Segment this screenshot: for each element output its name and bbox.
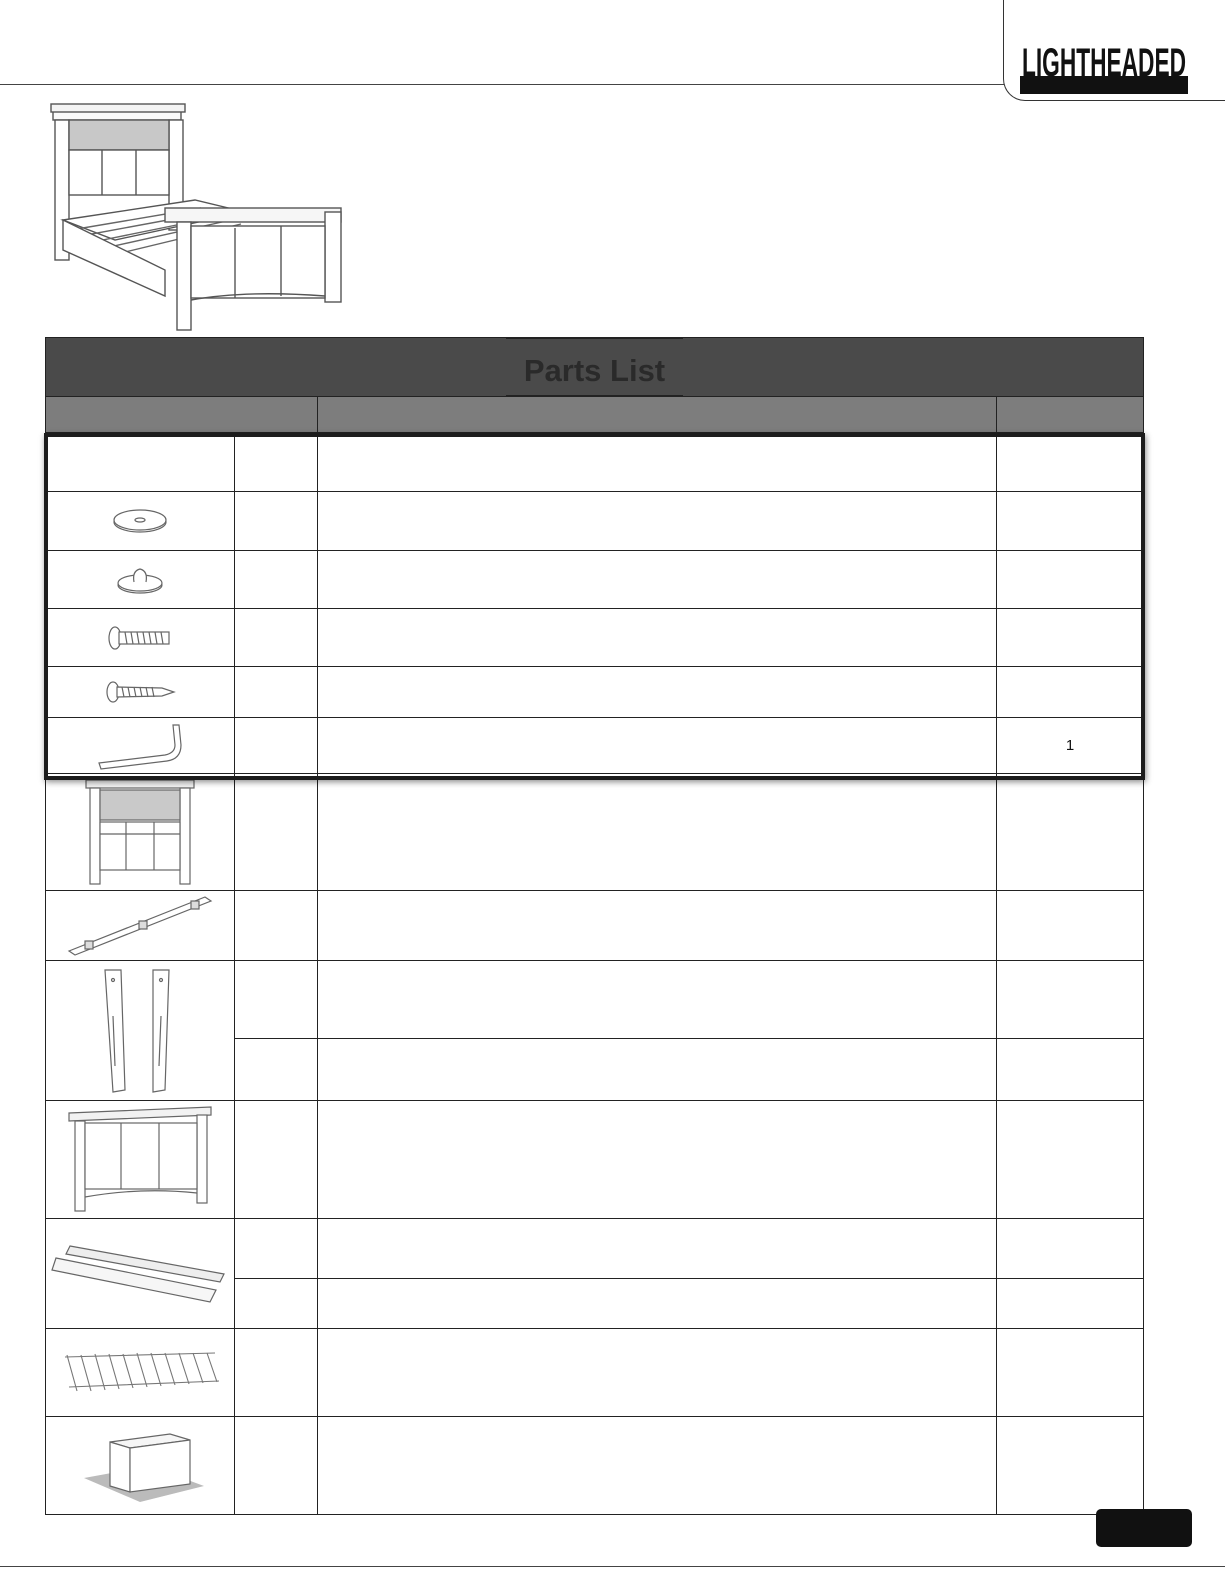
part-code-cell [235, 1329, 318, 1417]
part-code-cell [235, 551, 318, 609]
part-image-cell [46, 492, 235, 551]
part-image-cell [46, 433, 235, 492]
parts-list-title: Parts List [506, 338, 683, 396]
header-divider [0, 84, 1010, 85]
part-code-cell [235, 667, 318, 718]
part-code-cell [235, 1219, 318, 1279]
wood-screw-icon [104, 679, 176, 705]
lightheaded-logo [1018, 28, 1190, 96]
part-description-cell [317, 1417, 996, 1515]
part-code-cell [235, 961, 318, 1039]
headboard-post-icon [95, 966, 185, 1096]
page-number-badge [1096, 1509, 1192, 1547]
part-qty-cell [997, 1219, 1144, 1279]
table-row [46, 551, 1144, 609]
svg-text:LIGHTHEADED: LIGHTHEADED [1022, 41, 1186, 85]
drawer-box-icon [70, 1426, 210, 1506]
washer-icon [110, 506, 170, 536]
part-qty-cell [997, 667, 1144, 718]
part-description-cell [317, 718, 996, 774]
part-code-cell [235, 433, 318, 492]
part-description-cell [317, 891, 996, 961]
part-image-cell [46, 1219, 235, 1329]
table-row [46, 1219, 1144, 1279]
part-code-cell [235, 492, 318, 551]
part-code-cell [235, 1279, 318, 1329]
part-image-cell [46, 609, 235, 667]
lock-washer-icon [114, 563, 166, 597]
table-row [46, 774, 1144, 891]
part-qty-cell: 1 [997, 718, 1144, 774]
part-image-cell [46, 1417, 235, 1515]
part-description-cell [317, 1101, 996, 1219]
part-qty-cell [997, 492, 1144, 551]
parts-list-title-bar [46, 338, 1144, 397]
part-qty-cell [997, 961, 1144, 1039]
footer-divider [0, 1566, 1225, 1567]
part-image-cell [46, 1101, 235, 1219]
table-row [46, 891, 1144, 961]
part-code-cell [235, 1101, 318, 1219]
part-qty-cell [997, 774, 1144, 891]
part-description-cell [317, 667, 996, 718]
table-row [46, 1417, 1144, 1515]
footboard-icon [65, 1105, 215, 1215]
slat-roll-icon [55, 1341, 225, 1405]
part-description-cell [317, 433, 996, 492]
bolt-icon [105, 624, 175, 652]
part-code-cell [235, 774, 318, 891]
part-description-cell [317, 1279, 996, 1329]
table-row [46, 609, 1144, 667]
part-qty-cell [997, 1101, 1144, 1219]
part-description-cell [317, 492, 996, 551]
part-code-cell [235, 1417, 318, 1515]
table-row [46, 961, 1144, 1039]
part-code-cell [235, 891, 318, 961]
part-code-cell [235, 609, 318, 667]
part-description-cell [317, 609, 996, 667]
part-image-cell [46, 891, 235, 961]
part-code-cell [235, 1039, 318, 1101]
part-code-cell [235, 718, 318, 774]
part-image-cell [46, 1329, 235, 1417]
header-cell-quantity [997, 397, 1144, 433]
part-qty-cell [997, 551, 1144, 609]
table-row [46, 667, 1144, 718]
table-row [46, 433, 1144, 492]
part-qty-cell [997, 1039, 1144, 1101]
part-description-cell [317, 1329, 996, 1417]
headboard-panel-icon [84, 778, 196, 886]
part-image-cell [46, 551, 235, 609]
part-image-cell [46, 961, 235, 1101]
rail-pair-icon [50, 1234, 230, 1314]
part-description-cell [317, 961, 996, 1039]
part-qty-cell [997, 609, 1144, 667]
part-description-cell [317, 1219, 996, 1279]
header-cell-description [317, 397, 996, 433]
side-rail-icon [65, 893, 215, 959]
table-row [46, 1101, 1144, 1219]
part-qty-cell [997, 433, 1144, 492]
part-image-cell [46, 667, 235, 718]
part-qty-cell [997, 1279, 1144, 1329]
part-qty-cell [997, 1329, 1144, 1417]
part-description-cell [317, 774, 996, 891]
table-row [46, 1329, 1144, 1417]
table-row [46, 492, 1144, 551]
allen-key-icon [95, 721, 185, 771]
part-image-cell [46, 718, 235, 774]
part-image-cell [46, 774, 235, 891]
part-qty-cell [997, 1417, 1144, 1515]
part-description-cell [317, 551, 996, 609]
part-qty-cell [997, 891, 1144, 961]
parts-list-table [45, 337, 1144, 1515]
header-cell-part [46, 397, 318, 433]
table-row [46, 718, 1144, 774]
part-description-cell [317, 1039, 996, 1101]
bed-illustration [45, 100, 350, 332]
